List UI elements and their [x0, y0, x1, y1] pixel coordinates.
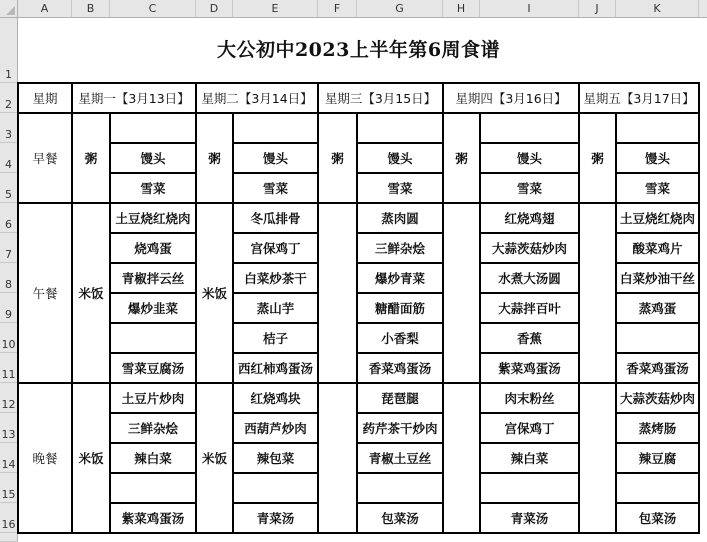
border-line: [109, 262, 197, 264]
dish-cell[interactable]: 青菜汤: [510, 510, 549, 526]
border-line: [109, 112, 111, 534]
dish-cell[interactable]: 冬瓜排骨: [250, 210, 301, 226]
border-line: [109, 172, 197, 174]
border-line: [356, 292, 444, 294]
border-line: [17, 382, 700, 384]
border-line: [578, 82, 580, 534]
dish-cell[interactable]: 土豆片炒肉: [121, 390, 185, 406]
border-line: [615, 172, 700, 174]
staple-porridge[interactable]: 粥: [208, 150, 221, 166]
dish-cell[interactable]: 青椒土豆丝: [368, 450, 432, 466]
column-header-overflow: [699, 0, 707, 18]
border-line: [615, 502, 700, 504]
select-all-corner[interactable]: [0, 0, 18, 18]
dish-cell[interactable]: 琵琶腿: [381, 390, 419, 406]
border-line: [356, 502, 444, 504]
meal-label-breakfast[interactable]: 早餐: [32, 150, 58, 166]
border-line: [17, 112, 700, 114]
dish-cell[interactable]: 蒸山芋: [256, 300, 295, 316]
day-header[interactable]: 星期一【3月13日】: [78, 90, 190, 106]
dish-cell[interactable]: 三鲜杂烩: [374, 240, 425, 256]
dish-cell[interactable]: 青椒拌云丝: [121, 270, 185, 286]
dish-cell[interactable]: 西红柿鸡蛋汤: [237, 360, 313, 376]
border-line: [479, 442, 580, 444]
border-line: [232, 502, 319, 504]
menu-title[interactable]: 大公初中2023上半年第6周食谱: [216, 39, 501, 61]
border-line: [615, 292, 700, 294]
border-line: [356, 172, 444, 174]
border-line: [356, 442, 444, 444]
dish-cell[interactable]: 馒头: [516, 150, 542, 166]
row-header-4[interactable]: 4: [0, 143, 18, 173]
border-line: [615, 112, 617, 534]
border-line: [109, 442, 197, 444]
border-line: [356, 322, 444, 324]
dish-cell[interactable]: 紫菜鸡蛋汤: [498, 360, 561, 376]
border-line: [479, 112, 481, 534]
period-header[interactable]: 星期: [32, 90, 58, 106]
row-header-16[interactable]: 16: [0, 503, 18, 533]
dish-cell[interactable]: 香菜鸡蛋汤: [626, 360, 689, 376]
staple-porridge[interactable]: 粥: [455, 150, 468, 166]
row-header-9[interactable]: 9: [0, 293, 18, 323]
border-line: [17, 202, 700, 204]
column-header-h[interactable]: H: [443, 0, 480, 18]
day-header[interactable]: 星期三【3月15日】: [324, 90, 437, 106]
dish-cell[interactable]: 蒸鸡蛋: [638, 300, 677, 316]
border-line: [356, 412, 444, 414]
border-line: [232, 112, 234, 534]
dish-cell[interactable]: 水煮大汤圆: [498, 270, 561, 286]
dish-cell[interactable]: 宫保鸡丁: [250, 240, 301, 256]
border-line: [615, 352, 700, 354]
border-line: [356, 112, 358, 534]
dish-cell[interactable]: 烧鸡蛋: [134, 240, 172, 256]
row-header-10[interactable]: 10: [0, 323, 18, 353]
dish-cell[interactable]: 桔子: [262, 330, 288, 346]
staple-porridge[interactable]: 粥: [591, 150, 604, 166]
column-header-d[interactable]: D: [196, 0, 233, 18]
dish-cell[interactable]: 蒸肉圆: [381, 210, 419, 226]
dish-cell[interactable]: [480, 113, 579, 143]
dish-cell[interactable]: [357, 113, 443, 143]
dish-cell[interactable]: 雪菜: [516, 180, 542, 196]
border-line: [615, 472, 700, 474]
dish-cell[interactable]: 青菜汤: [256, 510, 295, 526]
dish-cell[interactable]: 糖醋面筋: [374, 300, 425, 316]
dish-cell[interactable]: 白菜炒茶干: [244, 270, 307, 286]
border-line: [232, 322, 319, 324]
row-header-2[interactable]: 2: [0, 83, 18, 113]
row-header-13[interactable]: 13: [0, 413, 18, 443]
dish-cell[interactable]: 土豆烧红烧肉: [115, 210, 191, 226]
staple-porridge[interactable]: 粥: [84, 150, 98, 166]
border-line: [109, 322, 197, 324]
border-line: [615, 322, 700, 324]
dish-cell[interactable]: [357, 473, 443, 503]
row-header-8[interactable]: 8: [0, 263, 18, 293]
border-line: [615, 442, 700, 444]
dish-cell[interactable]: [233, 473, 318, 503]
border-line: [232, 232, 319, 234]
dish-cell[interactable]: 酸菜鸡片: [632, 240, 683, 256]
dish-cell[interactable]: 香蕉: [516, 330, 542, 346]
border-line: [479, 412, 580, 414]
border-line: [442, 82, 444, 534]
dish-cell[interactable]: 大蒜拌百叶: [498, 300, 561, 316]
dish-cell[interactable]: 白菜炒油干丝: [619, 270, 695, 286]
row-header-overflow: [0, 533, 18, 542]
dish-cell[interactable]: 雪菜: [644, 180, 670, 196]
border-line: [479, 292, 580, 294]
dish-cell[interactable]: 红烧鸡块: [250, 390, 301, 406]
dish-cell[interactable]: 辣豆腐: [638, 450, 677, 466]
border-line: [479, 322, 580, 324]
border-line: [109, 292, 197, 294]
dish-cell[interactable]: 馒头: [262, 150, 288, 166]
dish-cell[interactable]: 大蒜茨菇炒肉: [491, 240, 567, 256]
day-header[interactable]: 星期五【3月17日】: [583, 90, 695, 106]
dish-cell[interactable]: 紫菜鸡蛋汤: [121, 510, 185, 526]
row-header-3[interactable]: 3: [0, 113, 18, 143]
border-line: [356, 262, 444, 264]
border-line: [232, 472, 319, 474]
column-header-g[interactable]: G: [357, 0, 443, 18]
border-line: [232, 262, 319, 264]
column-header-j[interactable]: J: [579, 0, 616, 18]
column-header-f[interactable]: F: [318, 0, 357, 18]
row-header-1[interactable]: 1: [0, 18, 18, 83]
border-line: [232, 142, 319, 144]
row-header-6[interactable]: 6: [0, 203, 18, 233]
staple-rice[interactable]: 米饭: [78, 285, 104, 301]
dish-cell[interactable]: 肉末粉丝: [504, 390, 555, 406]
dish-cell[interactable]: [233, 113, 318, 143]
border-line: [232, 412, 319, 414]
border-line: [232, 292, 319, 294]
border-line: [109, 412, 197, 414]
dish-cell[interactable]: 辣包菜: [256, 450, 295, 466]
border-line: [615, 142, 700, 144]
dish-cell[interactable]: 雪菜: [262, 180, 288, 196]
border-line: [232, 172, 319, 174]
column-header-a[interactable]: A: [18, 0, 72, 18]
row-header-12[interactable]: 12: [0, 383, 18, 413]
border-line: [479, 142, 580, 144]
border-line: [232, 352, 319, 354]
dish-cell[interactable]: 馒头: [644, 150, 670, 166]
dish-cell[interactable]: 馒头: [387, 150, 413, 166]
border-line: [17, 82, 19, 534]
border-line: [356, 352, 444, 354]
border-line: [17, 532, 700, 534]
staple-porridge[interactable]: 粥: [331, 150, 344, 166]
column-header-b[interactable]: B: [72, 0, 110, 18]
dish-cell[interactable]: 爆炒韭菜: [127, 300, 178, 316]
dish-cell[interactable]: 蒸烤肠: [638, 420, 677, 436]
border-line: [109, 502, 197, 504]
row-header-11[interactable]: 11: [0, 353, 18, 383]
dish-cell[interactable]: [616, 473, 699, 503]
border-line: [698, 82, 700, 534]
border-line: [109, 142, 197, 144]
border-line: [17, 82, 700, 84]
staple-rice[interactable]: 米饭: [201, 285, 227, 301]
row-header-7[interactable]: 7: [0, 233, 18, 263]
border-line: [195, 82, 197, 534]
dish-cell[interactable]: 土豆烧红烧肉: [619, 210, 695, 226]
row-header-15[interactable]: 15: [0, 473, 18, 503]
dish-cell[interactable]: 药芹茶干炒肉: [362, 420, 438, 436]
column-header-c[interactable]: C: [110, 0, 196, 18]
dish-cell[interactable]: 辣白菜: [134, 450, 172, 466]
dish-cell[interactable]: 宫保鸡丁: [504, 420, 555, 436]
border-line: [615, 232, 700, 234]
dish-cell[interactable]: 红烧鸡翅: [504, 210, 555, 226]
row-header-5[interactable]: 5: [0, 173, 18, 203]
border-line: [232, 442, 319, 444]
dish-cell[interactable]: 三鲜杂烩: [127, 420, 178, 436]
staple-rice[interactable]: 米饭: [201, 450, 227, 466]
border-line: [109, 352, 197, 354]
border-line: [317, 82, 319, 534]
border-line: [615, 412, 700, 414]
dish-cell[interactable]: 大蒜茨菇炒肉: [619, 390, 695, 406]
meal-label-lunch[interactable]: 午餐: [32, 285, 58, 301]
dish-cell[interactable]: 雪菜: [387, 180, 413, 196]
dish-cell[interactable]: [616, 323, 699, 353]
border-line: [615, 262, 700, 264]
dish-cell[interactable]: [110, 323, 196, 353]
dish-cell[interactable]: 小香梨: [381, 330, 419, 346]
border-line: [109, 232, 197, 234]
dish-cell[interactable]: 雪菜: [140, 180, 166, 196]
border-line: [479, 472, 580, 474]
border-line: [479, 262, 580, 264]
column-header-k[interactable]: K: [616, 0, 699, 18]
dish-cell[interactable]: 馒头: [140, 150, 166, 166]
day-header[interactable]: 星期四【3月16日】: [455, 90, 567, 106]
dish-cell[interactable]: 包菜汤: [381, 510, 419, 526]
border-line: [71, 82, 73, 534]
border-line: [356, 472, 444, 474]
border-line: [356, 232, 444, 234]
border-line: [356, 142, 444, 144]
dish-cell[interactable]: [110, 113, 196, 143]
dish-cell[interactable]: [480, 473, 579, 503]
dish-cell[interactable]: 西葫芦炒肉: [244, 420, 307, 436]
dish-cell[interactable]: 爆炒青菜: [374, 270, 425, 286]
staple-rice[interactable]: 米饭: [78, 450, 104, 466]
column-header-e[interactable]: E: [233, 0, 318, 18]
dish-cell[interactable]: [616, 113, 699, 143]
border-line: [109, 472, 197, 474]
dish-cell[interactable]: [110, 473, 196, 503]
row-header-14[interactable]: 14: [0, 443, 18, 473]
border-line: [479, 502, 580, 504]
day-header[interactable]: 星期二【3月14日】: [201, 90, 313, 106]
border-line: [479, 172, 580, 174]
dish-cell[interactable]: 雪菜豆腐汤: [121, 360, 185, 376]
border-line: [479, 352, 580, 354]
column-header-i[interactable]: I: [480, 0, 579, 18]
dish-cell[interactable]: 辣白菜: [510, 450, 549, 466]
border-line: [479, 232, 580, 234]
dish-cell[interactable]: 香菜鸡蛋汤: [368, 360, 432, 376]
meal-label-dinner[interactable]: 晚餐: [32, 450, 58, 466]
dish-cell[interactable]: 包菜汤: [638, 510, 677, 526]
